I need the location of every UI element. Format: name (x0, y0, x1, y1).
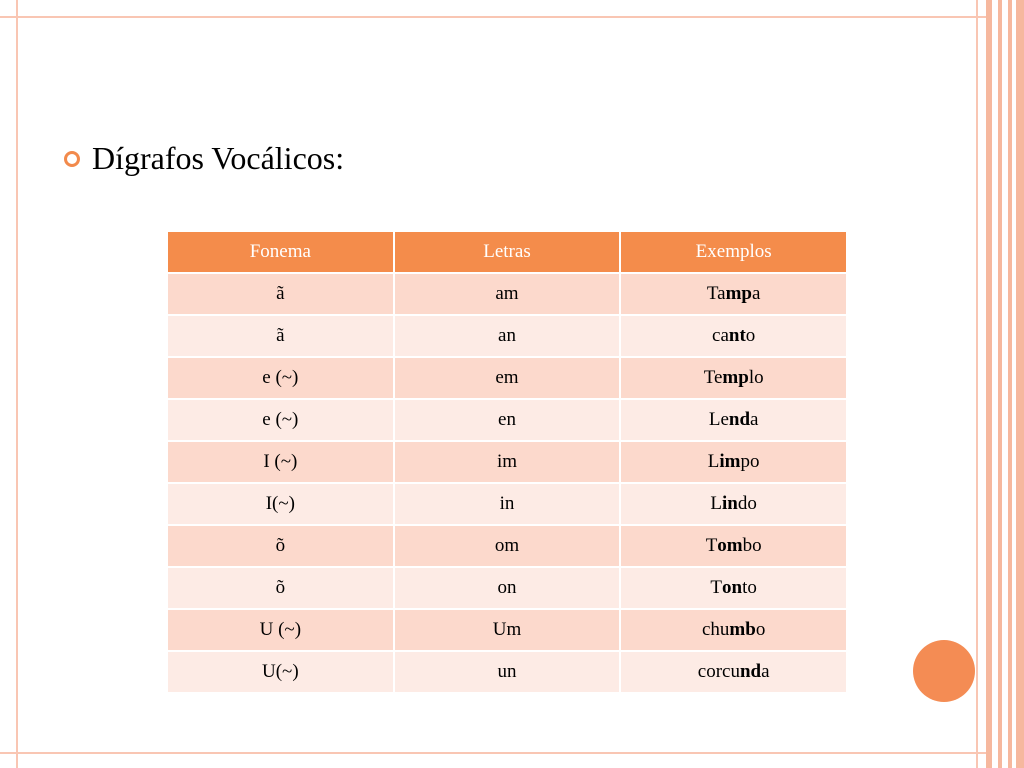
table-header-row (167, 231, 847, 273)
cell-fonema: e (~) (167, 399, 394, 441)
exemplo-digraph: im (719, 451, 741, 472)
cell-letras: em (394, 357, 621, 399)
exemplo-prefix: Te (703, 367, 723, 388)
exemplo-suffix: lo (748, 367, 764, 388)
exemplo-suffix: to (742, 577, 757, 598)
header-exemplos: Exemplos (620, 231, 847, 273)
exemplo-suffix: bo (742, 535, 762, 556)
bullet-circle-icon (64, 151, 80, 167)
exemplo-digraph: mp (725, 283, 752, 304)
cell-letras: im (394, 441, 621, 483)
digraphs-table (166, 230, 848, 694)
cell-fonema: ã (167, 315, 394, 357)
cell-fonema: I (~) (167, 441, 394, 483)
table-row (167, 315, 847, 357)
cell-fonema: e (~) (167, 357, 394, 399)
cell-fonema: ã (167, 273, 394, 315)
cell-exemplo (620, 399, 847, 441)
table-row (167, 567, 847, 609)
exemplo-prefix: L (710, 493, 723, 514)
exemplo-suffix: a (761, 661, 770, 682)
table-row (167, 273, 847, 315)
cell-fonema: U(~) (167, 651, 394, 693)
bullet-item (64, 140, 344, 177)
exemplo-digraph: nd (728, 409, 751, 430)
table-row (167, 525, 847, 567)
header-letras: Letras (394, 231, 621, 273)
table-row (167, 483, 847, 525)
cell-exemplo (620, 525, 847, 567)
cell-letras: en (394, 399, 621, 441)
cell-letras: om (394, 525, 621, 567)
exemplo-digraph: mp (722, 367, 749, 388)
table-row (167, 609, 847, 651)
cell-exemplo (620, 483, 847, 525)
cell-letras: un (394, 651, 621, 693)
exemplo-suffix: o (755, 619, 766, 640)
exemplo-suffix: o (745, 325, 756, 346)
bullet-heading: Dígrafos Vocálicos: (92, 140, 345, 176)
cell-exemplo (620, 315, 847, 357)
exemplo-prefix: corcu (697, 661, 740, 682)
cell-letras: on (394, 567, 621, 609)
exemplo-prefix: chu (701, 619, 730, 640)
frame-right-line (976, 0, 978, 768)
table-row (167, 441, 847, 483)
cell-fonema: õ (167, 567, 394, 609)
exemplo-suffix: po (740, 451, 760, 472)
exemplo-prefix: Le (708, 409, 729, 430)
exemplo-prefix: Ta (706, 283, 726, 304)
exemplo-digraph: on (722, 577, 743, 598)
digraphs-table-container (166, 230, 848, 694)
frame-bottom-line (0, 752, 986, 754)
exemplo-digraph: nt (728, 325, 746, 346)
cell-exemplo (620, 609, 847, 651)
header-fonema: Fonema (167, 231, 394, 273)
right-decorative-band (986, 0, 1024, 768)
cell-fonema: õ (167, 525, 394, 567)
cell-fonema: I(~) (167, 483, 394, 525)
exemplo-suffix: do (737, 493, 757, 514)
exemplo-suffix: a (752, 283, 761, 304)
table-row (167, 399, 847, 441)
exemplo-digraph: mb (729, 619, 756, 640)
cell-exemplo (620, 441, 847, 483)
cell-exemplo (620, 357, 847, 399)
decorative-circle (913, 640, 975, 702)
table-row (167, 357, 847, 399)
frame-left-line (16, 0, 18, 768)
cell-letras: in (394, 483, 621, 525)
cell-exemplo (620, 651, 847, 693)
cell-exemplo (620, 273, 847, 315)
cell-letras: am (394, 273, 621, 315)
exemplo-prefix: L (707, 451, 720, 472)
exemplo-prefix: T (705, 535, 718, 556)
exemplo-digraph: in (722, 493, 738, 514)
cell-fonema: U (~) (167, 609, 394, 651)
exemplo-prefix: T (710, 577, 723, 598)
cell-letras: an (394, 315, 621, 357)
frame-top-line (0, 16, 986, 18)
exemplo-prefix: ca (712, 325, 729, 346)
cell-letras: Um (394, 609, 621, 651)
exemplo-suffix: a (750, 409, 759, 430)
table-row (167, 651, 847, 693)
exemplo-digraph: om (717, 535, 743, 556)
exemplo-digraph: nd (739, 661, 762, 682)
cell-exemplo (620, 567, 847, 609)
